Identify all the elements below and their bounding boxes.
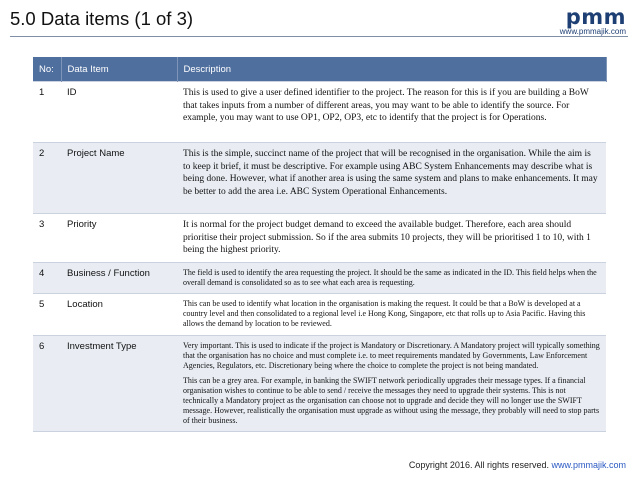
header-no: No: xyxy=(33,57,61,82)
logo-url: www.pmmajik.com xyxy=(559,27,626,36)
row-description: The field is used to identify the area requesting the project. It should be the same as indicated in the ID. This field helps when the overall demand is consolidated so as to see what each area is requesting. xyxy=(177,262,606,293)
row-description: This is used to give a user defined identifier to the project. The reason for this is if you are building a BoW that takes inputs from a number of different areas, you may want to be able to identify the source. For example, you may want to use OP1, OP2, OP3, etc to identify that the project is for Operations. xyxy=(177,82,606,143)
table-header-row xyxy=(33,57,606,82)
row-data-item: Location xyxy=(61,293,177,335)
logo-wordmark: pmm xyxy=(565,5,626,29)
row-data-item: Project Name xyxy=(61,143,177,214)
row-description xyxy=(177,335,606,431)
table-row xyxy=(33,82,606,143)
description-paragraph: This can be a grey area. For example, in banking the SWIFT network periodically upgrades their message types. If a financial organisation wishes to continue to be able to send / receive the messages they need to upgrade their systems. This is not technically a Mandatory project as the organisation can choose not to upgrade and decide they will no longer use the SWIFT message. However, realistically the organisation must upgrade as without using the message, they probably will need to stop parts of their business. xyxy=(183,375,600,425)
row-description: This can be used to identify what location in the organisation is making the request. It could be that a BoW is developed at a country level and then consolidated to a regional level i.e Hong Kong, Singapore, etc that rolls up to Asia Pacific. Having this allows the demand by location to be reviewed. xyxy=(177,293,606,335)
row-data-item: ID xyxy=(61,82,177,143)
description-paragraph: Very important. This is used to indicate if the project is Mandatory or Discretionary. A Mandatory project will typically something that the organisation has no choice and must complete i.e. to meet requirements mandated by Governments, Law Enforcement Agencies, Regulators, etc. Discretionary being where the choice to complete the project is not being mandated. xyxy=(183,340,600,370)
page-title: 5.0 Data items (1 of 3) xyxy=(10,8,194,29)
header-data-item: Data Item xyxy=(61,57,177,82)
row-number: 4 xyxy=(33,262,61,293)
row-data-item: Priority xyxy=(61,214,177,263)
table-row xyxy=(33,335,606,431)
row-data-item: Business / Function xyxy=(61,262,177,293)
pmm-logo xyxy=(560,6,626,36)
header-description: Description xyxy=(177,57,606,82)
table-row xyxy=(33,214,606,263)
footer-copyright xyxy=(409,460,626,470)
row-description: It is normal for the project budget demand to exceed the available budget. Therefore, each area should prioritise their project submission. So if the area submits 10 projects, they will be prioritised 1 to 10, with 1 being the highest priority. xyxy=(177,214,606,263)
row-number: 3 xyxy=(33,214,61,263)
table-row xyxy=(33,143,606,214)
row-number: 2 xyxy=(33,143,61,214)
row-number: 5 xyxy=(33,293,61,335)
table-row xyxy=(33,293,606,335)
website-link[interactable]: www.pmmajik.com xyxy=(551,460,626,470)
data-items-table xyxy=(33,57,607,432)
title-divider xyxy=(10,36,628,37)
row-number: 1 xyxy=(33,82,61,143)
row-number: 6 xyxy=(33,335,61,431)
table-row xyxy=(33,262,606,293)
row-data-item: Investment Type xyxy=(61,335,177,431)
row-description: This is the simple, succinct name of the project that will be recognised in the organisation. While the aim is to keep it brief, it must be descriptive. For example using ABC System Enhancements may describe what is being done. However, what if another area is using the same system and plans to make enhancements. It may be better to add the area i.e. ABC System Operational Enhancements. xyxy=(177,143,606,214)
copyright-text: Copyright 2016. All rights reserved. xyxy=(408,460,552,470)
